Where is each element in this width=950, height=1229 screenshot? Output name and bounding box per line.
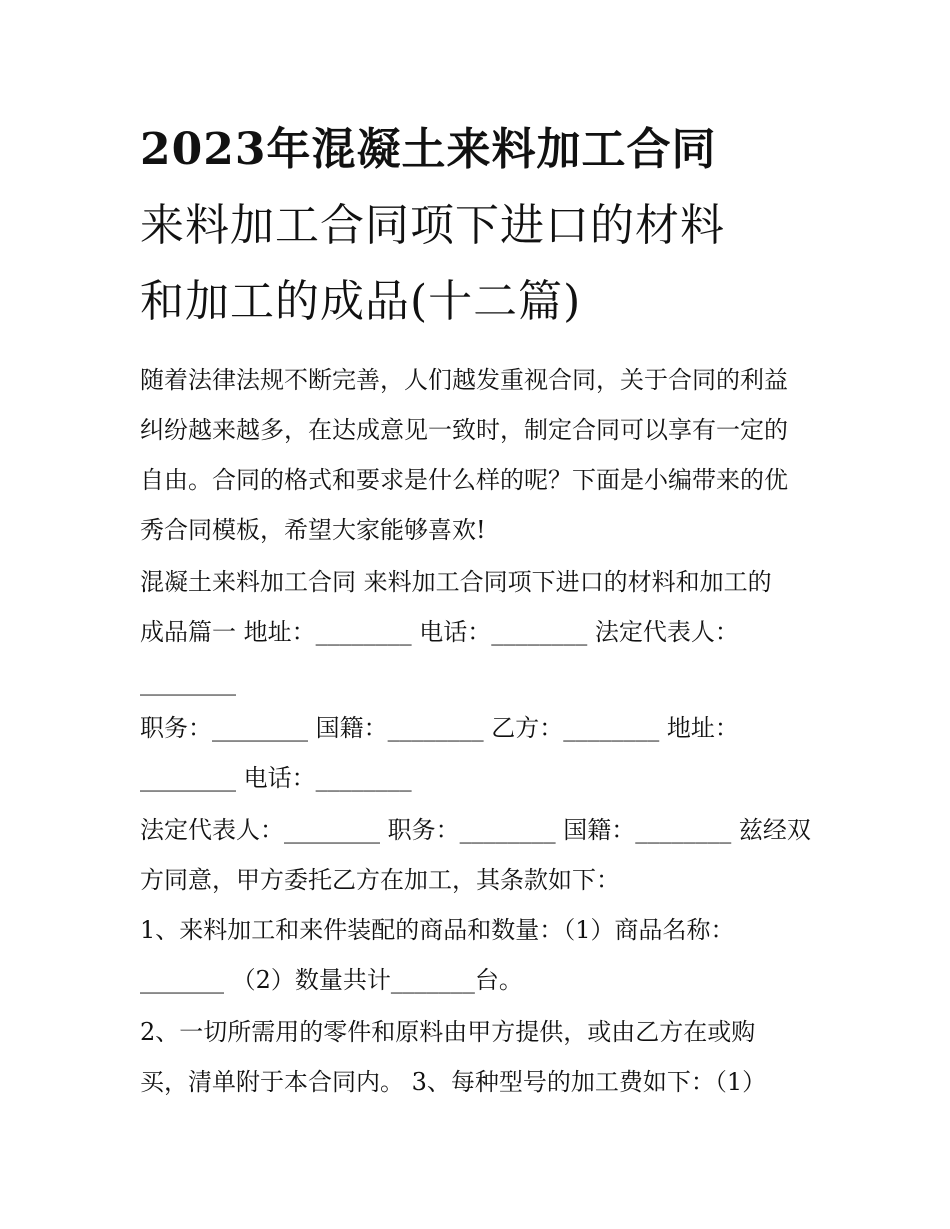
body-line-12: 1、来料加工和来件装配的商品和数量：（1）商品名称：	[140, 916, 735, 944]
body-line-9: ________ 电话：________	[140, 764, 412, 792]
document-title-line-3: 和加工的成品(十二篇)	[140, 276, 582, 327]
body-line-7: ________	[140, 668, 236, 696]
body-line-11: 方同意，甲方委托乙方在加工，其条款如下：	[140, 866, 620, 894]
body-line-6: 成品篇一 地址：________ 电话：________ 法定代表人：	[140, 618, 739, 646]
body-line-1: 随着法律法规不断完善，人们越发重视合同，关于合同的利益	[140, 366, 788, 394]
body-line-2: 纠纷越来越多，在达成意见一致时，制定合同可以享有一定的	[140, 416, 788, 444]
body-line-8: 职务：________ 国籍：________ 乙方：________ 地址：	[140, 714, 739, 742]
body-line-15: 买，清单附于本合同内。 3、每种型号的加工费如下：（1）	[140, 1068, 767, 1096]
body-line-10: 法定代表人：________ 职务：________ 国籍：________ 兹经双	[140, 816, 811, 844]
body-line-13: _______ （2）数量共计_______台。	[140, 966, 523, 994]
document-title-line-1: 2023年混凝土来料加工合同	[140, 124, 717, 175]
body-line-3: 自由。合同的格式和要求是什么样的呢？下面是小编带来的优	[140, 466, 788, 494]
body-line-4: 秀合同模板，希望大家能够喜欢!	[140, 516, 486, 544]
body-line-5: 混凝土来料加工合同 来料加工合同项下进口的材料和加工的	[140, 568, 772, 596]
body-line-14: 2、一切所需用的零件和原料由甲方提供，或由乙方在或购	[140, 1018, 756, 1046]
document-title-line-2: 来料加工合同项下进口的材料	[140, 200, 725, 251]
